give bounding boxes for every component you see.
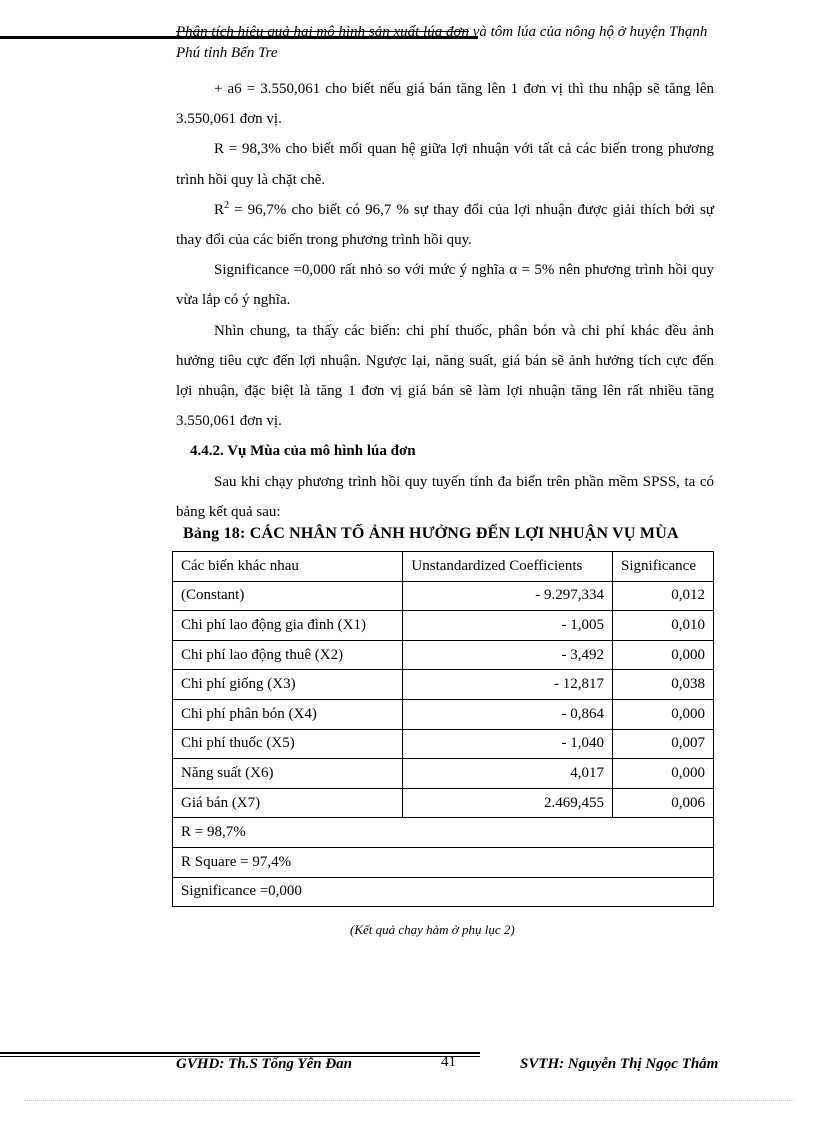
table-caption: (Kết quả chạy hàm ở phụ lục 2) xyxy=(350,922,515,937)
footer-rule xyxy=(0,1052,480,1054)
summary-row xyxy=(173,877,714,907)
table-title: Bảng 18: CÁC NHÂN TỐ ẢNH HƯỞNG ĐẾN LỢI NHUẬN VỤ MÙA xyxy=(183,525,679,542)
summary-r: R = 98,7% xyxy=(173,818,714,848)
paragraph-summary: Nhìn chung, ta thấy các biến: chi phí thuốc, phân bón và chi phí khác đều ảnh hưởng tiêu cực đến lợi nhuận. Ngược lại, năng suất, giá bán sẽ ảnh hưởng tích cực đến lợi nhuận, đặc biệt là tăng 1 đơn vị giá bán sẽ làm lợi nhuận tăng lên rất nhiều tăng 3.550,061 đơn vị. xyxy=(176,322,714,430)
header-coefficients: Unstandardized Coefficients xyxy=(403,552,613,582)
paragraph-a6: + a6 = 3.550,061 cho biết nếu giá bán tăng lên 1 đơn vị thì thu nhập sẽ tăng lên 3.550,061 đơn vị. xyxy=(176,81,714,128)
header-title-rest: và tôm lúa của nông hộ ở huyện Thạnh xyxy=(468,24,708,40)
body-text xyxy=(176,74,714,527)
significance-value: 0,000 xyxy=(613,699,714,729)
variable-name: (Constant) xyxy=(173,581,403,611)
table-row xyxy=(173,611,714,641)
paragraph-spss: Sau khi chạy phương trình hồi quy tuyến tính đa biến trên phần mềm SPSS, ta có bảng kết quả sau: xyxy=(176,473,714,520)
page-number: 41 xyxy=(441,1054,456,1070)
significance-value: 0,000 xyxy=(613,640,714,670)
paragraph-significance: Significance =0,000 rất nhỏ so với mức ý nghĩa α = 5% nên phương trình hồi quy vừa lắp có ý nghĩa. xyxy=(176,262,714,309)
header-title-struck: Phân tích hiệu quả hai mô hình sản xuất lúa đơn xyxy=(176,24,469,40)
variable-name: Chi phí phân bón (X4) xyxy=(173,699,403,729)
table-header-row xyxy=(173,552,714,582)
coefficient-value: - 0,864 xyxy=(403,699,613,729)
table-row xyxy=(173,729,714,759)
significance-value: 0,038 xyxy=(613,670,714,700)
summary-row xyxy=(173,818,714,848)
header-variables: Các biến khác nhau xyxy=(173,552,403,582)
table-row xyxy=(173,788,714,818)
variable-name: Chi phí lao động thuê (X2) xyxy=(173,640,403,670)
coefficient-value: - 1,040 xyxy=(403,729,613,759)
variable-name: Chi phí thuốc (X5) xyxy=(173,729,403,759)
table-row xyxy=(173,670,714,700)
page-bottom-border xyxy=(24,1100,794,1101)
coefficient-value: 4,017 xyxy=(403,759,613,789)
summary-row xyxy=(173,847,714,877)
coefficient-value: - 3,492 xyxy=(403,640,613,670)
paragraph-r: R = 98,3% cho biết mối quan hệ giữa lợi nhuận với tất cả các biến trong phương trình hồi quy là chặt chẽ. xyxy=(176,141,714,188)
table-row xyxy=(173,699,714,729)
variable-name: Giá bán (X7) xyxy=(173,788,403,818)
footer-student: SVTH: Nguyễn Thị Ngọc Thắm xyxy=(520,1056,719,1072)
variable-name: Năng suất (X6) xyxy=(173,759,403,789)
regression-results-table xyxy=(172,551,714,907)
running-header xyxy=(176,22,721,64)
paragraph-r-square xyxy=(176,195,714,255)
r-square-symbol: R xyxy=(214,201,225,218)
section-heading: 4.4.2. Vụ Mùa của mô hình lúa đơn xyxy=(190,443,416,460)
coefficient-value: 2.469,455 xyxy=(403,788,613,818)
coefficient-value: - 12,817 xyxy=(403,670,613,700)
variable-name: Chi phí giống (X3) xyxy=(173,670,403,700)
coefficient-value: - 9.297,334 xyxy=(403,581,613,611)
footer-advisor: GVHD: Th.S Tống Yên Đan xyxy=(176,1056,353,1072)
significance-value: 0,010 xyxy=(613,611,714,641)
summary-r-square: R Square = 97,4% xyxy=(173,847,714,877)
table-row xyxy=(173,640,714,670)
r-square-text: = 96,7% cho biết có 96,7 % sự thay đổi của lợi nhuận được giải thích bởi sự thay đổi của các biến trong phương trình hồi quy. xyxy=(176,201,714,249)
r-square-exponent: 2 xyxy=(224,199,230,211)
table-row xyxy=(173,581,714,611)
header-significance: Significance xyxy=(613,552,714,582)
significance-value: 0,007 xyxy=(613,729,714,759)
significance-value: 0,006 xyxy=(613,788,714,818)
significance-value: 0,000 xyxy=(613,759,714,789)
significance-value: 0,012 xyxy=(613,581,714,611)
variable-name: Chi phí lao động gia đình (X1) xyxy=(173,611,403,641)
coefficient-value: - 1,005 xyxy=(403,611,613,641)
summary-significance: Significance =0,000 xyxy=(173,877,714,907)
header-title-line2: Phú tỉnh Bến Tre xyxy=(176,45,278,61)
table-row xyxy=(173,759,714,789)
